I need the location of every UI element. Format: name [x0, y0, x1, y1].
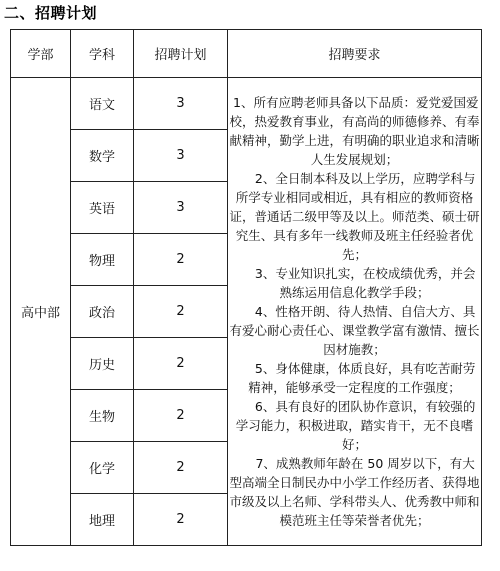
plan-cell: 3 — [134, 130, 228, 182]
department-cell: 高中部 — [11, 78, 71, 546]
header-requirements: 招聘要求 — [228, 30, 482, 78]
requirement-item: 6、具有良好的团队协作意识，有较强的学习能力，积极进取，踏实肯干，无不良嗜好； — [235, 399, 476, 452]
subject-cell: 英语 — [71, 182, 134, 234]
plan-cell: 2 — [134, 390, 228, 442]
subject-cell: 化学 — [71, 442, 134, 494]
subject-cell: 地理 — [71, 494, 134, 546]
subject-cell: 物理 — [71, 234, 134, 286]
table-row — [11, 78, 482, 130]
subject-cell: 历史 — [71, 338, 134, 390]
plan-cell: 3 — [134, 78, 228, 130]
requirement-item: 3、专业知识扎实，在校成绩优秀，并会熟练运用信息化教学手段； — [254, 266, 476, 300]
plan-cell: 2 — [134, 442, 228, 494]
plan-cell: 2 — [134, 286, 228, 338]
header-plan: 招聘计划 — [134, 30, 228, 78]
plan-cell: 2 — [134, 234, 228, 286]
subject-cell: 数学 — [71, 130, 134, 182]
plan-cell: 2 — [134, 338, 228, 390]
table-header-row — [11, 30, 482, 78]
requirement-item: 1、所有应聘老师具备以下品质：爱党爱国爱校，热爱教育事业，有高尚的师德修养、有奉献精神，勤学上进，有明确的职业追求和清晰人生发展规划； — [229, 95, 480, 167]
plan-cell: 2 — [134, 494, 228, 546]
requirement-item: 7、成熟教师年龄在 50 周岁以下，有大型高端全日制民办中小学工作经历者、获得地市级及以上名师、学科带头人、优秀教中师和模范班主任等荣誉者优先； — [229, 456, 480, 528]
section-title: 二、招聘计划 — [4, 4, 98, 22]
requirement-item: 2、全日制本科及以上学历，应聘学科与所学专业相同或相近，具有相应的教师资格证，普通话二级甲等及以上。师范类、硕士研究生、具有多年一线教师及班主任经验者优先； — [229, 171, 480, 262]
requirement-item: 4、性格开朗、待人热情、自信大方、具有爱心耐心责任心、课堂教学富有激情、擅长因材施教； — [229, 304, 480, 357]
header-department: 学部 — [11, 30, 71, 78]
subject-cell: 语文 — [71, 78, 134, 130]
recruitment-plan-table — [10, 29, 482, 546]
subject-cell: 生物 — [71, 390, 134, 442]
subject-cell: 政治 — [71, 286, 134, 338]
requirement-item: 5、身体健康，体质良好，具有吃苦耐劳精神，能够承受一定程度的工作强度； — [248, 361, 476, 395]
plan-cell: 3 — [134, 182, 228, 234]
requirements-cell — [228, 78, 482, 546]
header-subject: 学科 — [71, 30, 134, 78]
